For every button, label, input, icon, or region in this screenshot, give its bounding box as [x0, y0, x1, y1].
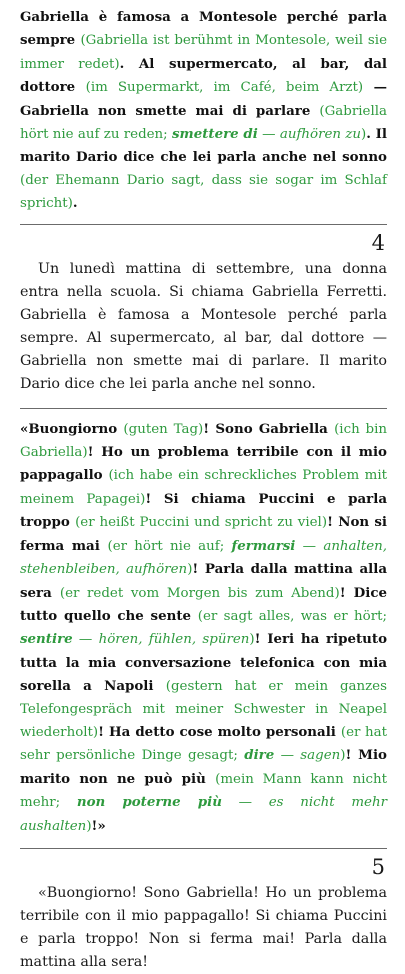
italian-text: ! Non si ferma mai [20, 514, 387, 554]
bilingual-paragraph-2 [20, 409, 387, 838]
italian-text: ! Parla dalla mattina alla sera [20, 561, 387, 601]
german-translation: (ich habe ein schreckliches Problem mit meinem Papagei) [20, 468, 387, 507]
italian-text: — Gabriella non smette mai di parlare [20, 79, 387, 119]
bilingual-paragraph-1 [20, 0, 387, 216]
german-translation: (mein Mann kann nicht mehr; [20, 771, 387, 811]
italian-text: ! Ieri ha ripetuto tutta la mia conversazione telefonica con mia sorella a Napoli [20, 631, 388, 695]
italian-text: ! Ho un problema terribile con il mio pappagallo [20, 444, 387, 484]
german-translation: (er hört nie auf; [107, 538, 232, 554]
german-translation: (Gabriella hört nie auf zu reden; [20, 103, 387, 143]
german-translation: (er heißt Puccini und spricht zu viel) [75, 515, 328, 531]
section-number-4: 4 [371, 230, 385, 255]
german-translation: (gestern hat er mein ganzes Telefongespräch mit meiner Schwester in Neapel wiederholt) [20, 679, 387, 740]
glossary-term: non poterne più [76, 794, 222, 811]
german-translation: (er hat sehr persönliche Dinge gesagt; [20, 724, 387, 764]
glossary-meaning: — hören, fühlen, spüren [72, 632, 250, 648]
italian-text: !» [91, 817, 106, 834]
german-translation: ) [340, 748, 346, 764]
italian-text: ! Si chiama Puccini e parla troppo [20, 490, 387, 531]
german-translation: (er sagt alles, was er hört; [197, 608, 387, 624]
italian-text: Gabriella è famosa a Montesole perché parla sempre [20, 9, 387, 49]
section-number-5: 5 [371, 854, 385, 879]
german-translation: ) [249, 632, 255, 648]
italian-text: ! Sono Gabriella [203, 420, 335, 437]
paragraph-text: Un lunedì mattina di settembre, una donna entra nella scuola. Si chiama Gabriella Ferretti. Gabriella è famosa a Montesole perché parla sempre. Al supermercato, al bar, dal dottore — Gabriella non smette mai di parlare. Il marito Dario dice che lei parla anche nel sonno. [20, 260, 387, 392]
glossary-meaning: — aufhören zu [257, 127, 362, 143]
italian-text: ! Dice tutto quello che sente [20, 584, 388, 624]
italian-text: . [72, 195, 78, 212]
glossary-meaning: — es nicht mehr aushalten [20, 795, 387, 834]
german-translation: (Gabriella ist berühmt in Montesole, weil sie immer redet) [20, 33, 387, 72]
italian-paragraph-4 [20, 258, 387, 396]
italian-text: . Il marito Dario dice che lei parla anche nel sonno [20, 126, 387, 166]
glossary-term: fermarsi [231, 537, 296, 554]
german-translation: ) [187, 562, 193, 578]
glossary-term: sentire [20, 631, 73, 648]
german-translation: ) [361, 127, 367, 143]
german-translation: (guten Tag) [123, 421, 204, 437]
italian-text: «Buongiorno [20, 420, 124, 437]
paragraph-text: «Buongiorno! Sono Gabriella! Ho un problema terribile con il mio pappagallo! Si chiama Puccini e parla troppo! Non si ferma mai! Parla dalla mattina alla sera! [20, 884, 387, 970]
german-translation: (im Supermarkt, im Café, beim Arzt) [85, 80, 364, 96]
glossary-term: smettere di [172, 126, 258, 143]
section-divider [20, 848, 387, 849]
glossary-meaning: — anhalten, stehenbleiben, aufhören [20, 538, 388, 578]
italian-text: . Al supermercato, al bar, dal dottore [20, 55, 387, 96]
german-translation: (er redet vom Morgen bis zum Abend) [59, 585, 340, 601]
german-translation: (der Ehemann Dario sagt, dass sie sogar im Schlaf spricht) [20, 172, 387, 212]
german-translation: (ich bin Gabriella) [20, 421, 388, 461]
italian-text: ! Ha detto cose molto personali [98, 723, 341, 740]
italian-paragraph-5 [20, 882, 387, 974]
italian-text: ! Mio marito non ne può più [20, 747, 387, 787]
glossary-term: dire [244, 747, 275, 764]
glossary-meaning: — sagen [274, 748, 341, 764]
section-divider [20, 224, 387, 225]
german-translation: ) [86, 818, 92, 834]
